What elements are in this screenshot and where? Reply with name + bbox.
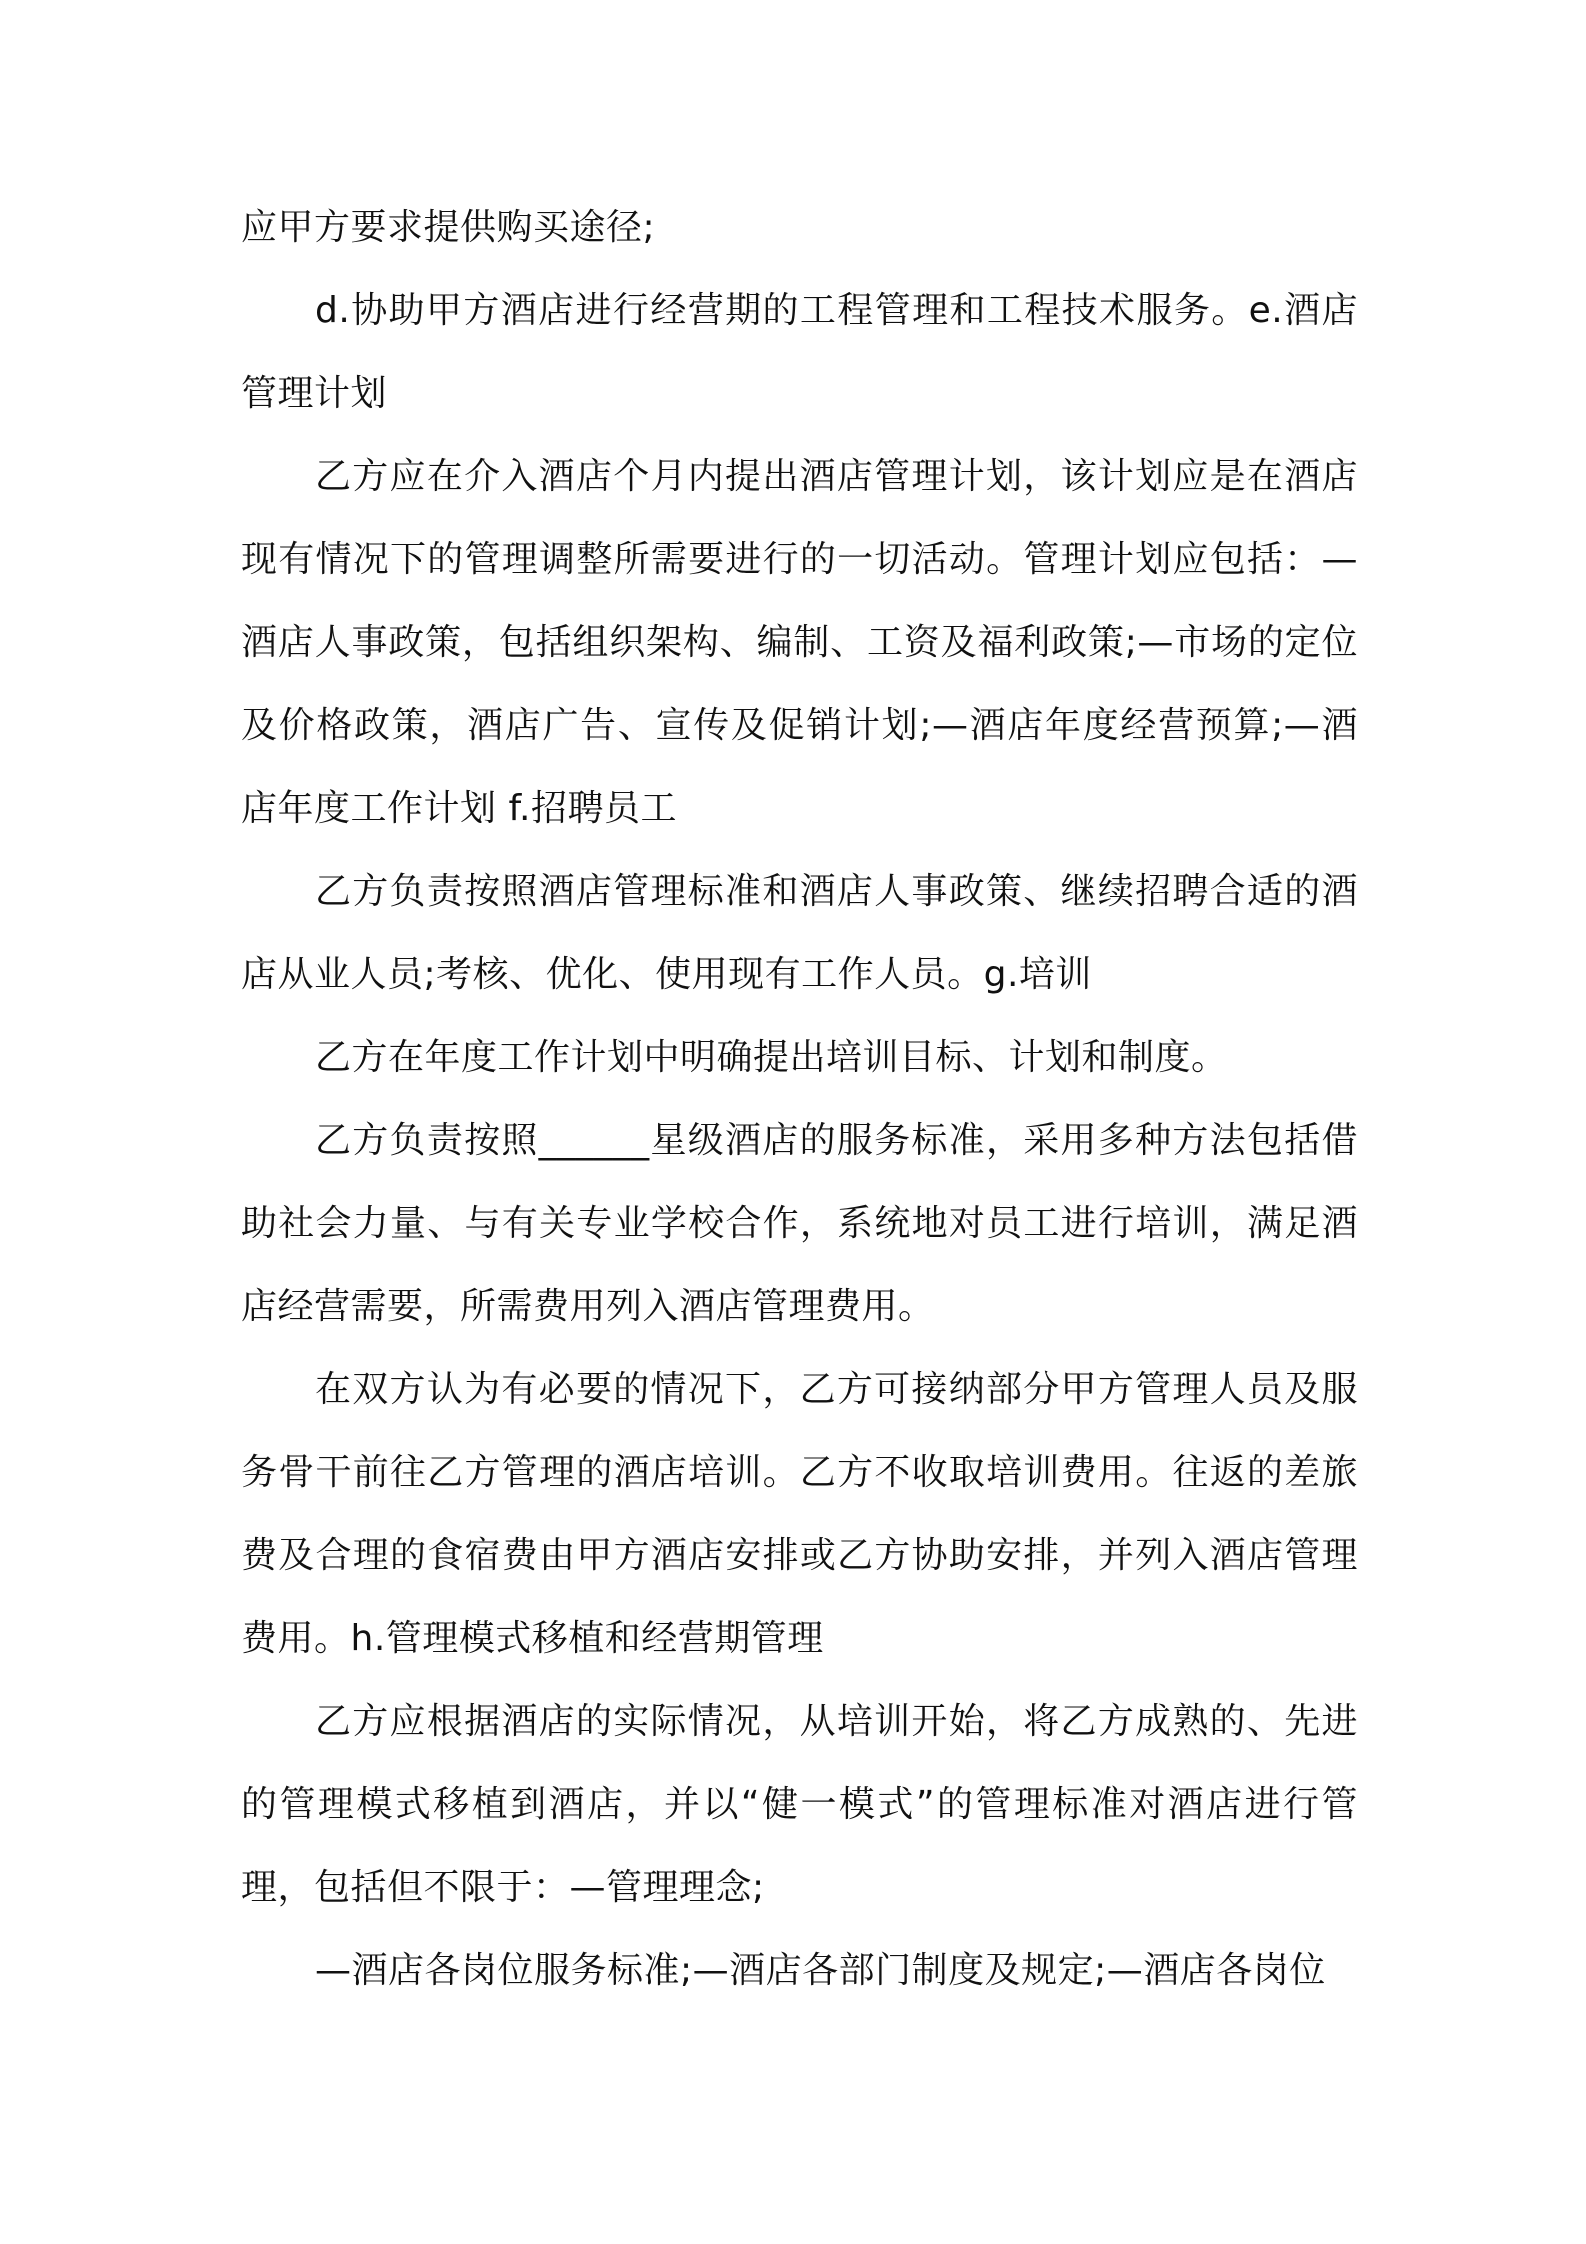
paragraph-1: 应甲方要求提供购买途径; [241,207,656,248]
paragraph-7: 在双方认为有必要的情况下，乙方可接纳部分甲方管理人员及服务骨干前往乙方管理的酒店培训。乙方不收取培训费用。往返的差旅费及合理的食宿费由甲方酒店安排或乙方协助安排，并列入酒店管理费用。h.管理模式移植和经营期管理 [241,1369,1358,1659]
paragraph-5: 乙方在年度工作计划中明确提出培训目标、计划和制度。 [315,1037,1228,1078]
paragraph-9: —酒店各岗位服务标准;—酒店各部门制度及规定;—酒店各岗位 [315,1950,1326,1991]
paragraph-3: 乙方应在介入酒店个月内提出酒店管理计划，该计划应是在酒店现有情况下的管理调整所需要进行的一切活动。管理计划应包括：—酒店人事政策，包括组织架构、编制、工资及福利政策;—市场的定位及价格政策，酒店广告、宣传及促销计划;—酒店年度经营预算;—酒店年度工作计划 f.招聘员工 [241,456,1358,829]
paragraph-2: d.协助甲方酒店进行经营期的工程管理和工程技术服务。e.酒店管理计划 [241,290,1358,414]
paragraph-8: 乙方应根据酒店的实际情况，从培训开始，将乙方成熟的、先进的管理模式移植到酒店，并以“健一模式”的管理标准对酒店进行管理，包括但不限于：—管理理念; [241,1701,1358,1908]
document-body [241,186,1358,2012]
paragraph-6: 乙方负责按照______星级酒店的服务标准，采用多种方法包括借助社会力量、与有关专业学校合作，系统地对员工进行培训，满足酒店经营需要，所需费用列入酒店管理费用。 [241,1120,1358,1327]
paragraph-4: 乙方负责按照酒店管理标准和酒店人事政策、继续招聘合适的酒店从业人员;考核、优化、使用现有工作人员。g.培训 [241,871,1358,995]
